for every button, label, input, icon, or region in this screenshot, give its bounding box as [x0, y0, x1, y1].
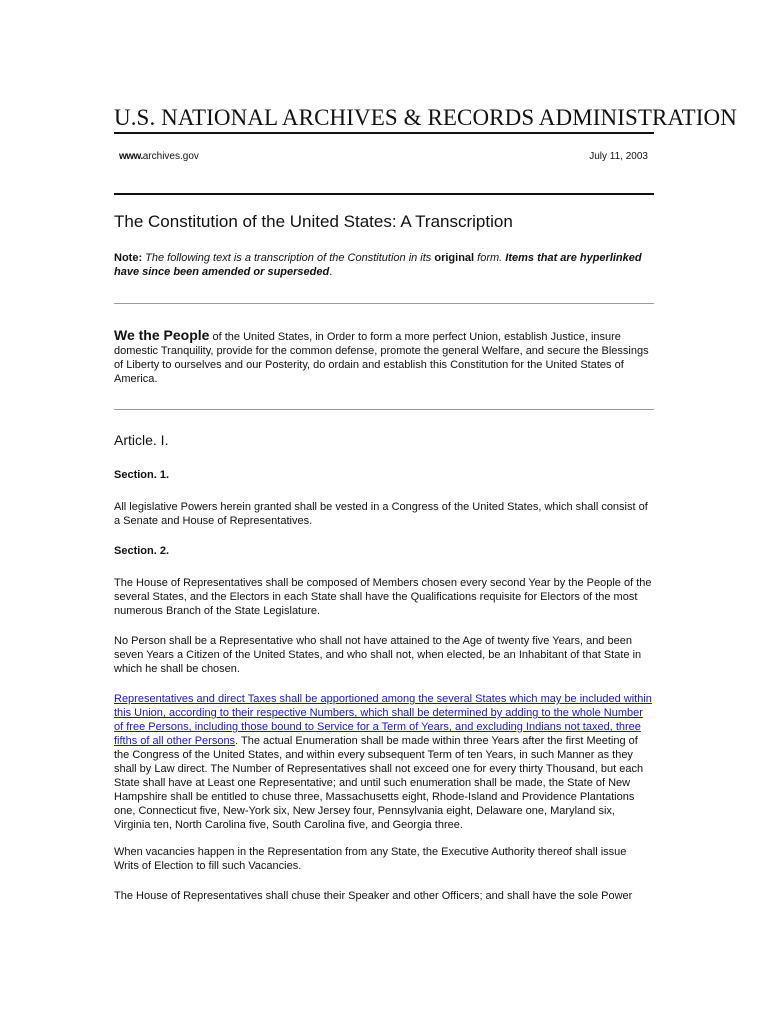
note-original: original	[434, 252, 475, 264]
section-heading: Section. 1.	[114, 469, 170, 481]
header-rule	[114, 193, 654, 195]
note-end: .	[329, 266, 333, 278]
paragraph	[114, 692, 654, 832]
paragraph-text: . The actual Enumeration shall be made within three Years after the first Meeting of the Congress of the United States, and within every subsequent Term of ten Years, in such Manner as they shall by Law direct. The Number of Representatives shall not exceed one for every thirty Thousand, but each State shall have at Least one Representative; and until such enumeration shall be made, the State of New Hampshire shall be entitled to chuse three, Massachusetts eight, Rhode-Island and Providence Plantations one, Connecticut five, New-York six, New Jersey four, Pennsylvania eight, Delaware one, Maryland six, Virginia ten, North Carolina five, South Carolina five, and Georgia three.	[114, 735, 644, 831]
masthead-rule	[114, 132, 654, 134]
site-url-prefix: www.	[119, 151, 143, 162]
paragraph: No Person shall be a Representative who shall not have attained to the Age of twenty five Years, and been seven Years a Citizen of the United States, and who shall not, when elected, be an Inhabitant of that State in which he shall be chosen.	[114, 635, 642, 675]
section-heading: Section. 2.	[114, 545, 170, 557]
divider	[114, 409, 654, 410]
paragraph: When vacancies happen in the Representation from any State, the Executive Authority thereof shall issue Writs of Election to fill such Vacancies.	[114, 846, 627, 872]
preamble	[114, 328, 654, 386]
paragraph: The House of Representatives shall be composed of Members chosen every second Year by the People of the several States, and the Electors in each State shall have the Qualifications requisite for Electors of the most numerous Branch of the State Legislature.	[114, 577, 652, 617]
article-heading: Article. I.	[114, 432, 169, 448]
paragraph: All legislative Powers herein granted shall be vested in a Congress of the United States, which shall consist of a Senate and House of Representatives.	[114, 501, 648, 527]
site-url-domain: archives.gov	[142, 151, 199, 162]
preamble-lead: We the People	[114, 327, 210, 343]
note-label: Note:	[114, 252, 143, 264]
note-text-b: form.	[474, 252, 506, 264]
note-emphasis: Items that are hyperlinked have since been amended or superseded	[114, 252, 642, 278]
preamble-text: of the United States, in Order to form a more perfect Union, establish Justice, insure domestic Tranquility, provide for the common defense, promote the general Welfare, and secure the Blessings of Liberty to ourselves and our Posterity, do ordain and establish this Constitution for the United States of America.	[114, 331, 649, 385]
paragraph: The House of Representatives shall chuse their Speaker and other Officers; and shall have the sole Power	[114, 890, 633, 902]
site-url[interactable]	[119, 151, 199, 162]
note-text-a: The following text is a transcription of the Constitution in its	[142, 252, 435, 264]
masthead: U.S. NATIONAL ARCHIVES & RECORDS ADMINISTRATION	[114, 105, 737, 130]
page-title: The Constitution of the United States: A Transcription	[114, 212, 513, 231]
header-date: July 11, 2003	[589, 151, 648, 162]
transcription-note	[114, 251, 654, 279]
amended-text-link[interactable]: Representatives and direct Taxes shall be apportioned among the several States which may be included within this Union, according to their respective Numbers, which shall be determined by adding to the whole Number of free Persons, including those bound to Service for a Term of Years, and excluding Indians not taxed, three fifths of all other Persons	[114, 693, 652, 747]
divider	[114, 303, 654, 304]
